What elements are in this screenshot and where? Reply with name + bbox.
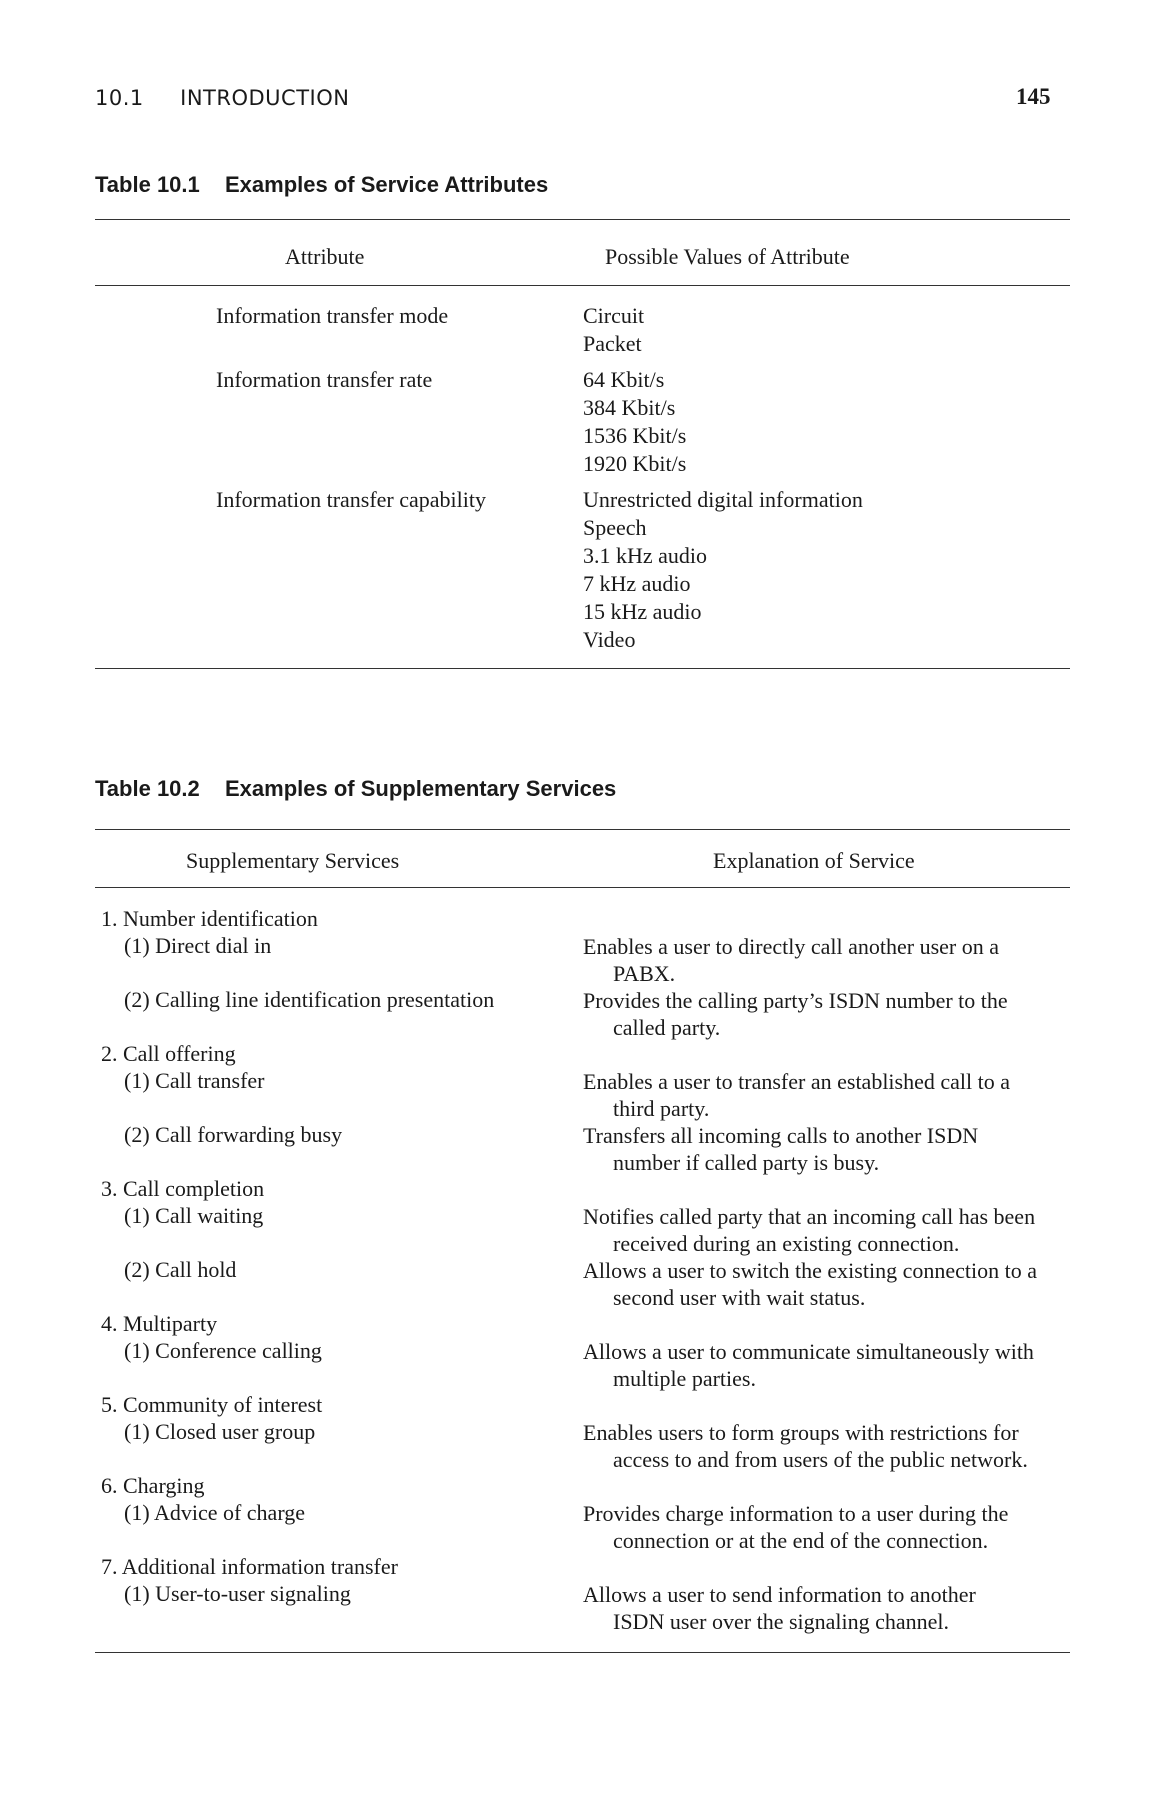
table1-value: Circuit [583, 303, 645, 328]
service-explanation: Transfers all incoming calls to another ISDN number if called party is busy. [583, 1123, 979, 1175]
service-name: (1) Call waiting [124, 1203, 264, 1228]
table1-header-values: Possible Values of Attribute [605, 244, 850, 269]
section-number: 10.1 [95, 86, 144, 110]
service-name: (1) Direct dial in [124, 933, 272, 958]
table1-top-rule [95, 219, 1070, 220]
service-name: (2) Call hold [124, 1257, 237, 1282]
table2-number: Table 10.2 [95, 776, 200, 801]
service-group-label: 7. Additional information transfer [101, 1554, 398, 1579]
table1-value: Video [583, 627, 636, 652]
table1-attribute: Information transfer mode [216, 303, 449, 328]
table2-top-rule [95, 829, 1070, 830]
table1-value: Speech [583, 515, 647, 540]
service-group-label: 5. Community of interest [101, 1392, 323, 1417]
table1-value: 7 kHz audio [583, 571, 691, 596]
table1-number: Table 10.1 [95, 172, 200, 197]
service-explanation: Allows a user to switch the existing connection to a second user with wait status. [583, 1258, 1037, 1310]
table1-bottom-rule [95, 668, 1070, 669]
table2-header-rule [95, 887, 1070, 888]
table1-value: Unrestricted digital information [583, 487, 863, 512]
table1-value: 384 Kbit/s [583, 395, 676, 420]
service-name: (1) Conference calling [124, 1338, 322, 1363]
table1-attribute: Information transfer rate [216, 367, 433, 392]
section-title: INTRODUCTION [180, 86, 350, 110]
service-group-label: 2. Call offering [101, 1041, 236, 1066]
service-name: (2) Calling line identification presentation [124, 987, 495, 1012]
table1-values [583, 366, 686, 478]
service-explanation: Allows a user to send information to another ISDN user over the signaling channel. [583, 1582, 976, 1634]
table1-values [583, 302, 644, 358]
service-group-label: 1. Number identification [101, 906, 318, 931]
table2-title: Examples of Supplementary Services [225, 776, 617, 801]
service-name: (1) User-to-user signaling [124, 1581, 351, 1606]
table1-title: Examples of Service Attributes [225, 172, 549, 197]
table1-attribute: Information transfer capability [216, 487, 487, 512]
table1-value: Packet [583, 331, 642, 356]
service-group-label: 6. Charging [101, 1473, 205, 1498]
service-explanation: Provides the calling party’s ISDN number to the called party. [583, 988, 1008, 1040]
table2-caption [95, 776, 616, 802]
service-name: (1) Call transfer [124, 1068, 265, 1093]
service-name: (2) Call forwarding busy [124, 1122, 343, 1147]
table1-caption [95, 172, 548, 198]
running-head [95, 86, 349, 110]
service-name: (1) Advice of charge [124, 1500, 306, 1525]
service-explanation: Enables users to form groups with restrictions for access to and from users of the public network. [583, 1420, 1028, 1472]
table2-header-explanation: Explanation of Service [713, 848, 915, 873]
table1-value: 15 kHz audio [583, 599, 702, 624]
page-number: 145 [1016, 84, 1051, 109]
table1-header-attribute: Attribute [285, 244, 365, 269]
table1-header-rule [95, 285, 1070, 286]
table1-values [583, 486, 863, 654]
table1-value: 1920 Kbit/s [583, 451, 687, 476]
table1-value: 3.1 kHz audio [583, 543, 708, 568]
table2-bottom-rule [95, 1652, 1070, 1653]
service-group-label: 4. Multiparty [101, 1311, 218, 1336]
service-explanation: Allows a user to communicate simultaneously with multiple parties. [583, 1339, 1034, 1391]
table2-header-services: Supplementary Services [186, 848, 400, 873]
service-explanation: Enables a user to transfer an established call to a third party. [583, 1069, 1011, 1121]
service-explanation: Provides charge information to a user during the connection or at the end of the connection. [583, 1501, 1009, 1553]
service-group-label: 3. Call completion [101, 1176, 265, 1201]
service-explanation: Enables a user to directly call another user on a PABX. [583, 934, 1000, 986]
table1-value: 64 Kbit/s [583, 367, 665, 392]
service-name: (1) Closed user group [124, 1419, 316, 1444]
table1-value: 1536 Kbit/s [583, 423, 687, 448]
service-explanation: Notifies called party that an incoming call has been received during an existing connection. [583, 1204, 1036, 1256]
